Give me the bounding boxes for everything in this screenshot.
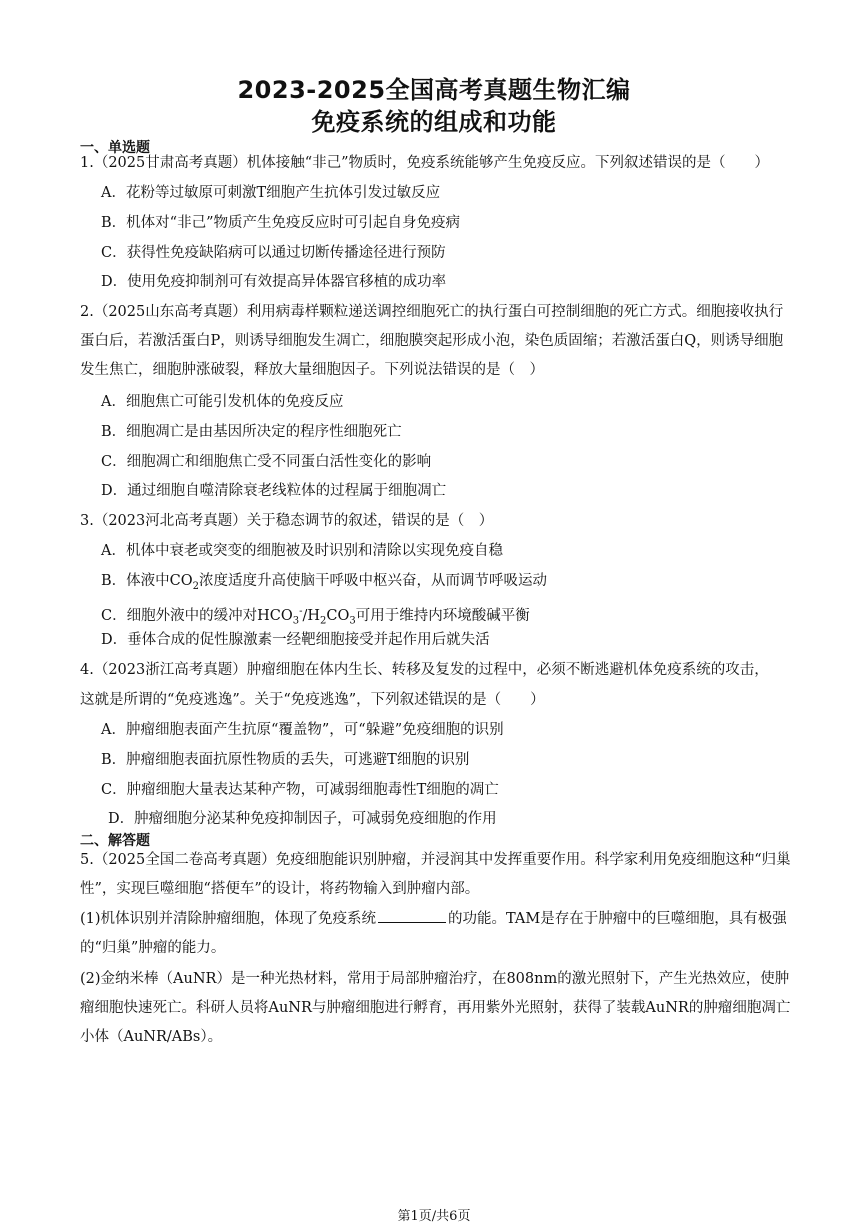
question-1-option-c: C．获得性免疫缺陷病可以通过切断传播途径进行预防 <box>101 245 446 261</box>
question-2-option-c: C．细胞凋亡和细胞焦亡受不同蛋白活性变化的影响 <box>101 454 432 470</box>
question-3-stem: 3.（2023河北高考真题）关于稳态调节的叙述，错误的是（ ） <box>80 513 494 529</box>
question-3-option-b: B．体液中$CO_2$浓度适度升高使脑干呼吸中枢兴奋，从而调节呼吸运动 <box>101 573 548 592</box>
question-1-option-b: B．机体对“非己”物质产生免疫反应时可引起自身免疫病 <box>101 215 460 231</box>
question-4-option-a: A．肿瘤细胞表面产生抗原“覆盖物”，可“躲避”免疫细胞的识别 <box>101 722 504 738</box>
question-5-part-1: (1)机体识别并清除肿瘤细胞，体现了免疫系统 的功能。TAM是存在于肿瘤中的巨噬细胞，具有极强的“归巢”肿瘤的能力。 <box>80 905 792 963</box>
question-4-option-c: C．肿瘤细胞大量表达某种产物，可减弱细胞毒性T细胞的凋亡 <box>101 782 499 798</box>
question-2-stem: 2.（2025山东高考真题）利用病毒样颗粒递送调控细胞死亡的执行蛋白可控制细胞的死亡方式。细胞接收执行蛋白后，若激活蛋白P，则诱导细胞发生凋亡，细胞膜突起形成小泡，染色质固缩；若激活蛋白Q，则诱导细胞发生焦亡，细胞肿涨破裂，释放大量细胞因子。下列说法错误的是（ ） <box>80 304 784 378</box>
section-heading-single-choice: 一、单选题 <box>80 140 150 156</box>
question-4-option-b: B．肿瘤细胞表面抗原性物质的丢失，可逃避T细胞的识别 <box>101 752 470 768</box>
section-heading-answer-questions: 二、解答题 <box>80 833 150 849</box>
question-4-stem-line2: 这就是所谓的“免疫逃逸”。关于“免疫逃逸”，下列叙述错误的是（ ） <box>80 692 545 708</box>
question-1-option-d: D．使用免疫抑制剂可有效提高异体器官移植的成功率 <box>101 274 447 290</box>
question-3-option-d: D．垂体合成的促性腺激素一经靶细胞接受并起作用后就失活 <box>101 632 490 648</box>
question-2-option-a: A．细胞焦亡可能引发机体的免疫反应 <box>101 394 344 410</box>
document-subtitle: 免疫系统的组成和功能 <box>311 108 557 136</box>
question-4-option-d: D．肿瘤细胞分泌某种免疫抑制因子，可减弱免疫细胞的作用 <box>108 811 497 827</box>
question-5-part-2: (2)金纳米棒（AuNR）是一种光热材料，常用于局部肿瘤治疗，在808nm的激光照射下，产生光热效应，使肿瘤细胞快速死亡。科研人员将AuNR与肿瘤细胞进行孵育，再用紫外光照射，获得了装载AuNR的肿瘤细胞凋亡小体（AuNR/ABs）。 <box>80 971 791 1045</box>
answer-blank[interactable] <box>378 908 446 923</box>
question-4-stem-line1: 4.（2023浙江高考真题）肿瘤细胞在体内生长、转移及复发的过程中，必须不断逃避机体免疫系统的攻击， <box>80 662 769 678</box>
question-3-option-c: C．细胞外液中的缓冲对$HCO_3^-/H_2CO_3$可用于维持内环境酸碱平衡 <box>101 606 530 627</box>
question-2-option-d: D．通过细胞自噬清除衰老线粒体的过程属于细胞凋亡 <box>101 483 447 499</box>
question-2-option-b: B．细胞凋亡是由基因所决定的程序性细胞死亡 <box>101 424 402 440</box>
page-footer: 第1页/共6页 <box>397 1209 471 1224</box>
question-3-option-a: A．机体中衰老或突变的细胞被及时识别和清除以实现免疫自稳 <box>101 543 503 559</box>
document-title: 2023-2025全国高考真题生物汇编 <box>237 76 631 104</box>
question-1-stem: 1.（2025甘肃高考真题）机体接触“非己”物质时，免疫系统能够产生免疫反应。下列叙述错误的是（ ） <box>80 155 770 171</box>
question-5-stem: 5.（2025全国二卷高考真题）免疫细胞能识别肿瘤，并浸润其中发挥重要作用。科学家利用免疫细胞这种“归巢性”，实现巨噬细胞“搭便车”的设计，将药物输入到肿瘤内部。 <box>80 852 791 897</box>
question-1-option-a: A．花粉等过敏原可刺激T细胞产生抗体引发过敏反应 <box>101 185 441 201</box>
emphasis-mark: 错误 <box>428 692 458 708</box>
